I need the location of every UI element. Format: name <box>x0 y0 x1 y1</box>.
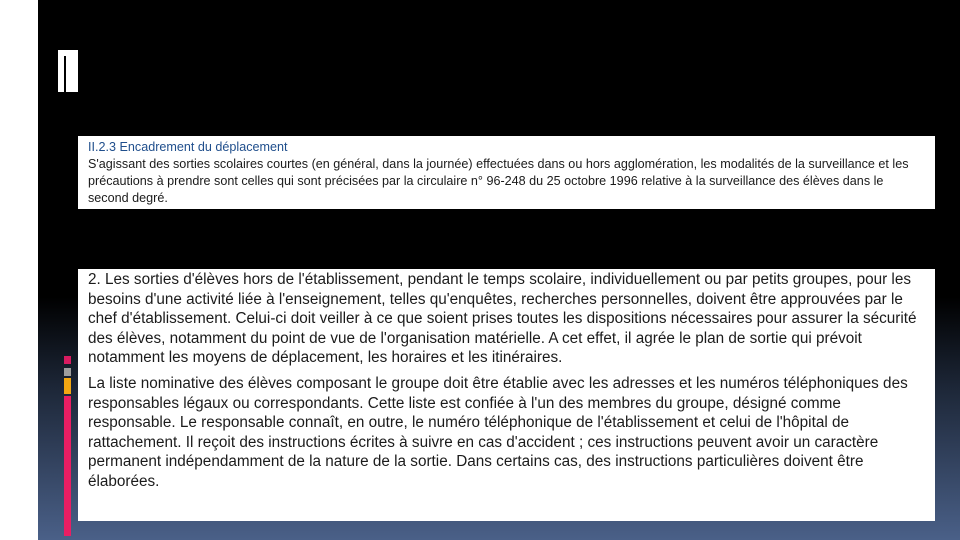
corner-mark-icon <box>58 50 64 92</box>
excerpt-heading: II.2.3 Encadrement du déplacement <box>88 140 288 154</box>
circular-excerpt-box <box>78 136 935 209</box>
left-margin <box>0 0 38 540</box>
corner-mark-icon <box>58 50 78 56</box>
accent-bar-orange <box>64 378 71 394</box>
corner-mark-icon <box>66 50 78 92</box>
accent-bar-pink <box>64 356 71 364</box>
regulation-paragraph-2: La liste nominative des élèves composant le groupe doit être établie avec les adresses et les numéros téléphoniques des responsables légaux ou correspondants. Cette liste est confiée à l'un des membres du groupe, désigné comme responsable. Le responsable connaît, en outre, le numéro téléphonique de l'établissement et celui de l'hôpital de rattachement. Il reçoit des instructions écrites à suivre en cas d'accident ; ces instructions peuvent avoir un caractère permanent indépendamment de la nature de la sortie. Dans certains cas, des instructions particulières doivent être élaborées. <box>88 374 908 490</box>
regulation-paragraph-1: 2. Les sorties d'élèves hors de l'établissement, pendant le temps scolaire, individuellement ou par petits groupes, pour les besoins d'une activité liée à l'enseignement, telles qu'enquêtes, recherches personnelles, doivent être approuvées par le chef d'établissement. Celui-ci doit veiller à ce que soient prises toutes les dispositions nécessaires pour assurer la sécurité des élèves, notamment du point de vue de l'organisation matérielle. A cet effet, il agrée le plan de sortie qui prévoit notamment les moyens de déplacement, les horaires et les itinéraires. <box>88 271 917 367</box>
regulation-excerpt-box <box>78 269 935 521</box>
accent-bar-gray <box>64 368 71 376</box>
accent-bar-pink-long <box>64 396 71 536</box>
excerpt-body: S'agissant des sorties scolaires courtes (en général, dans la journée) effectuées dans ou hors agglomération, les modalités de la surveillance et les précautions à prendre sont celles qui sont précisées par la circulaire n° 96-248 du 25 octobre 1996 relative à la surveillance des élèves dans le second degré. <box>88 157 909 205</box>
